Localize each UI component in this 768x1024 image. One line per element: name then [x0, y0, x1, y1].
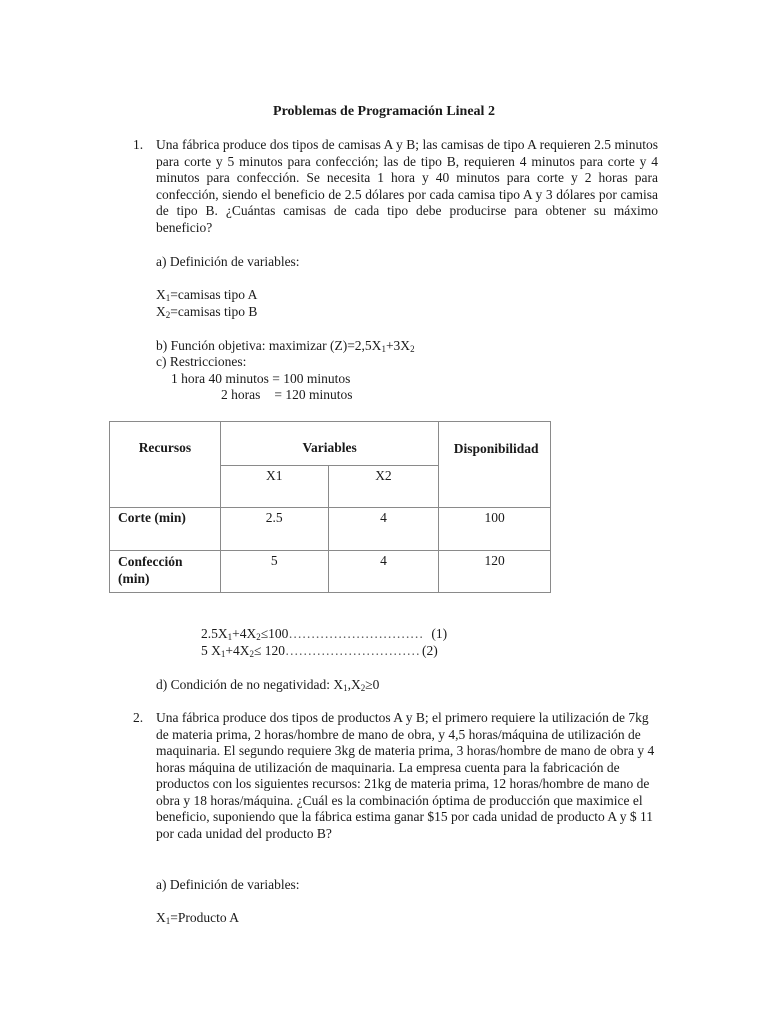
table-row: [110, 508, 551, 551]
p1-restrictions-heading: c) Restricciones:: [156, 354, 247, 369]
row-label: Corte (min): [110, 508, 221, 551]
cell-x1: 5: [220, 551, 328, 593]
cell-x2: 4: [328, 508, 439, 551]
inequality-2: 5 $X_1+4X_2\le$ 120………………………… (2): [201, 643, 438, 659]
problem-2-number: 2.: [133, 710, 144, 725]
problem-2-text: Una fábrica produce dos tipos de productos A y B; el primero requiere la utilización de 7kg de materia prima, 2 horas/hombre de mano de obra, y 4,5 horas/máquina de utilización de maquinaria. El segundo requiere 3kg de materia prima, 3 horas/hombre de mano de obra y 4 horas máquina de utilización de maquinaria. La empresa cuenta para la fabricación de productos con los siguientes recursos: 21kg de materia prima, 12 horas/hombre de mano de obra y 18 horas/máquina. ¿Cuál es la combinación óptima de producción que maximice el beneficio, suponiendo que la fábrica estima ganar $15 por cada unidad de producto A y $ 11 por cada unidad del producto B?: [156, 710, 655, 841]
cell-x1: 2.5: [220, 508, 328, 551]
problem-1-text: Una fábrica produce dos tipos de camisas A y B; las camisas de tipo A requieren 2.5 minutos para corte y 5 minutos para confección; las de tipo B, requieren 4 minutos para corte y 4 minutos para confección. Se necesita 1 hora y 40 minutos para corte y 2 horas para confección, siendo el beneficio de 2.5 dólares por cada camisa tipo A y 3 dólares por camisa de tipo B. ¿Cuántas camisas de cada tipo debe producirse para obtener su máximo beneficio?: [156, 137, 658, 235]
inequality-1: $2.5X_1+4X_2\le 100\dots\dots\dots\dots\dots\dots\dots\dots\dots\dots$ (1): [201, 626, 448, 642]
p1-conversion-1: 1 hora 40 minutos = 100 minutos: [171, 371, 351, 386]
header-disponibilidad: Disponibilidad: [439, 422, 551, 508]
p1-conversion-2: 2 horas = 120 minutos: [221, 387, 353, 402]
cell-disp: 100: [439, 508, 551, 551]
problem-1-number: 1.: [133, 137, 144, 152]
header-variables: Variables: [220, 422, 438, 466]
p1-variables-heading: a) Definición de variables:: [156, 254, 300, 269]
p1-objective-function: b) Función objetiva: maximizar $(Z)=2,5X_1+3X_2$: [156, 338, 415, 354]
page-title: Problemas de Programación Lineal 2: [273, 104, 495, 119]
header-x2: X2: [328, 466, 439, 508]
cell-disp: 120: [439, 551, 551, 593]
resources-table: [109, 421, 551, 593]
p1-variable-x1: $X_1=camisas$ tipo A: [156, 287, 258, 303]
header-recursos: Recursos: [110, 422, 221, 508]
table-row: [110, 551, 551, 593]
p1-variable-x2: $X_2=camisas$ tipo B: [156, 304, 258, 320]
p2-variables-heading: a) Definición de variables:: [156, 877, 300, 892]
row-label: Confección (min): [110, 551, 221, 593]
p1-non-negativity: d) Condición de no negatividad: $X_1,X_2\ge 0$: [156, 677, 380, 693]
cell-x2: 4: [328, 551, 439, 593]
header-x1: X1: [220, 466, 328, 508]
p2-variable-x1: $X_1=Producto$ A: [156, 910, 239, 926]
